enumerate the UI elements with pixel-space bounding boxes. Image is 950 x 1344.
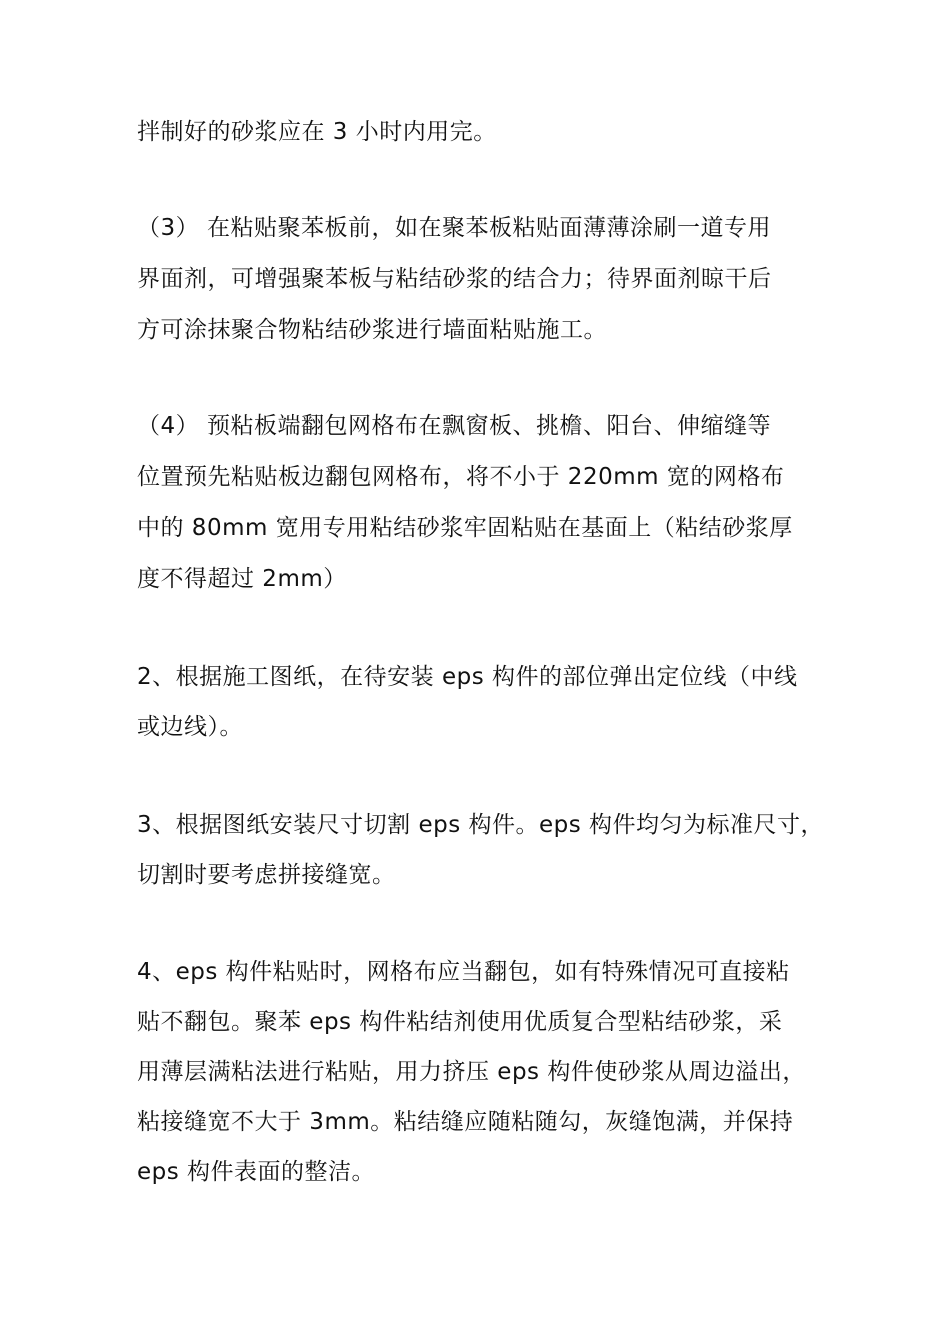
paragraph-3-line-3: 中的 80mm 宽用专用粘结砂浆牢固粘贴在基面上（粘结砂浆厚	[137, 515, 793, 541]
paragraph-5-line-2: 切割时要考虑拼接缝宽。	[137, 862, 396, 888]
paragraph-2-line-3: 方可涂抹聚合物粘结砂浆进行墙面粘贴施工。	[137, 317, 607, 343]
paragraph-3-line-2: 位置预先粘贴板边翻包网格布，将不小于 220mm 宽的网格布	[137, 464, 785, 490]
paragraph-3-line-4: 度不得超过 2mm）	[137, 566, 347, 592]
paragraph-3-line-1: （4） 预粘板端翻包网格布在飘窗板、挑檐、阳台、伸缩缝等	[137, 413, 771, 439]
paragraph-2-line-1: （3） 在粘贴聚苯板前，如在聚苯板粘贴面薄薄涂刷一道专用	[137, 215, 771, 241]
paragraph-6-line-3: 用薄层满粘法进行粘贴，用力挤压 eps 构件使砂浆从周边溢出，	[137, 1059, 806, 1085]
paragraph-6-line-2: 贴不翻包。聚苯 eps 构件粘结剂使用优质复合型粘结砂浆，采	[137, 1009, 783, 1035]
paragraph-4-line-2: 或边线）。	[137, 714, 243, 740]
paragraph-6-line-4: 粘接缝宽不大于 3mm。粘结缝应随粘随勾，灰缝饱满，并保持	[137, 1109, 794, 1135]
paragraph-4-line-1: 2、根据施工图纸，在待安装 eps 构件的部位弹出定位线（中线	[137, 664, 798, 690]
paragraph-2-line-2: 界面剂，可增强聚苯板与粘结砂浆的结合力；待界面剂晾干后	[137, 266, 772, 292]
paragraph-6-line-1: 4、eps 构件粘贴时，网格布应当翻包，如有特殊情况可直接粘	[137, 959, 790, 985]
paragraph-1-line-1: 拌制好的砂浆应在 3 小时内用完。	[137, 119, 497, 145]
paragraph-6-line-5: eps 构件表面的整洁。	[137, 1159, 376, 1185]
paragraph-5-line-1: 3、根据图纸安装尺寸切割 eps 构件。eps 构件均匀为标准尺寸，	[137, 812, 825, 838]
